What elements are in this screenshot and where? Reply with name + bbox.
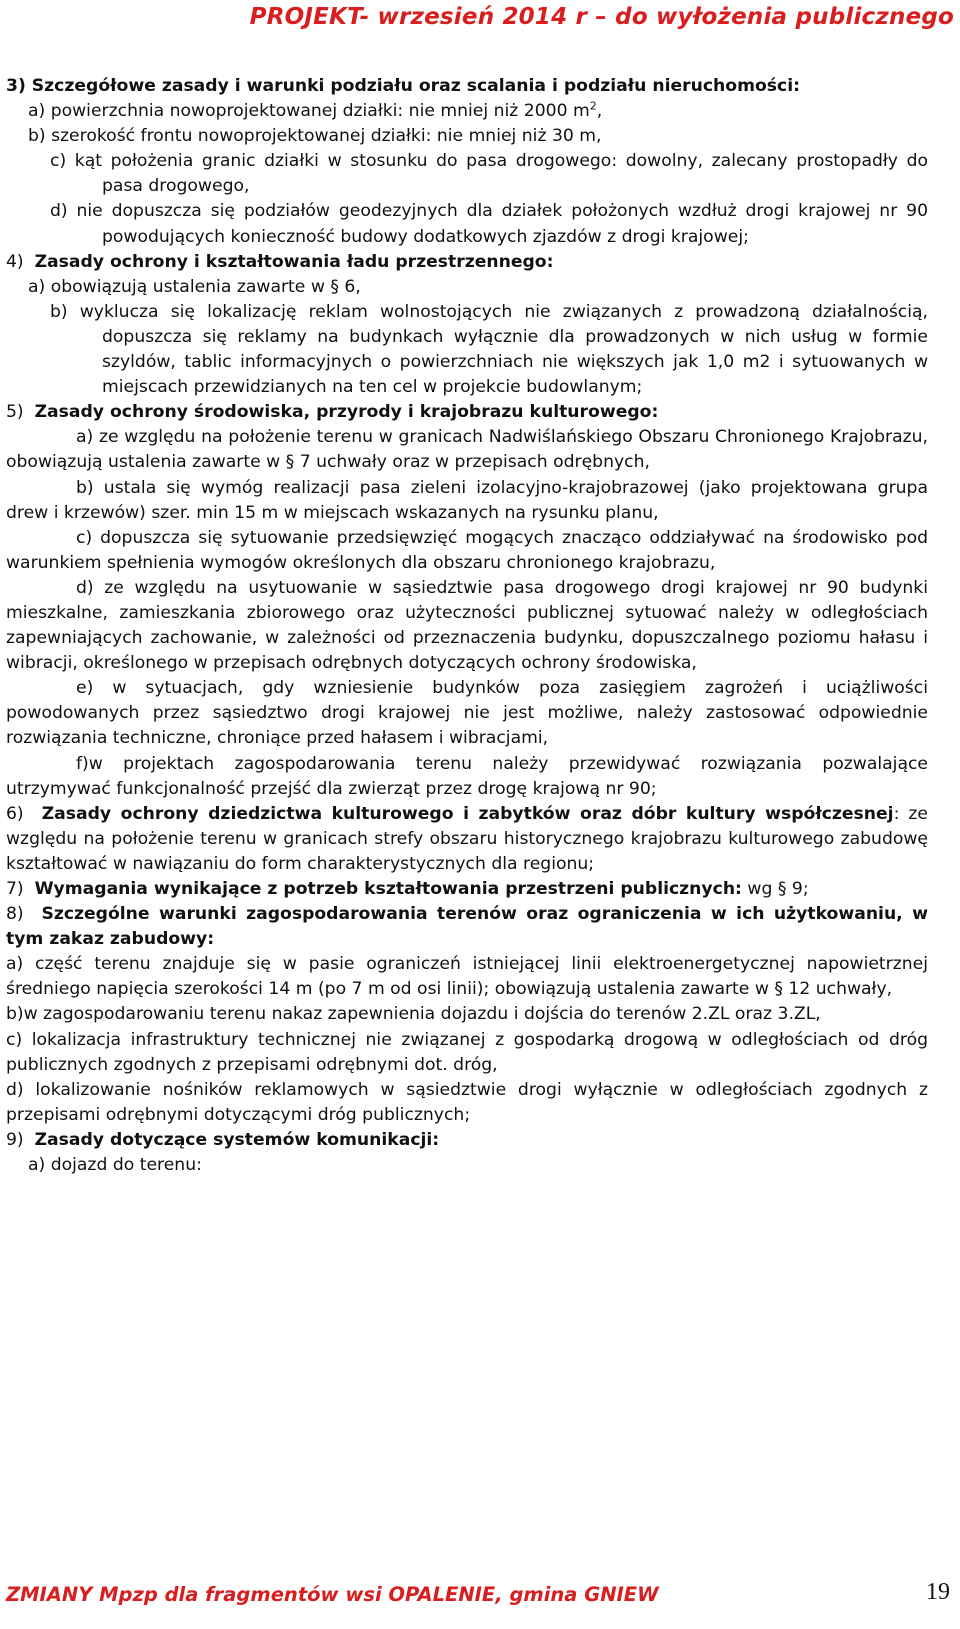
section-8-item-d: d) lokalizowanie nośników reklamowych w sąsiedztwie drogi wyłącznie w odległościach zgodnych z przepisami odrębnymi dotyczącymi dróg publicznych; (6, 1079, 928, 1125)
page-number: 19 (926, 1579, 950, 1605)
section-5-item-e: e) w sytuacjach, gdy wzniesienie budynków poza zasięgiem zagrożeń i uciążliwości powodowanych przez sąsiedztwo drogi krajowej nie jest możliwe, należy zastosować odpowiednie rozwiązania techniczne, chroniące przed hałasem i wibracjami, (6, 678, 928, 749)
section-number: 6) (6, 803, 24, 824)
document-footer: ZMIANY Mpzp dla fragmentów wsi OPALENIE, gmina GNIEW (6, 1583, 659, 1606)
section-title: Wymagania wynikające z potrzeb kształtowania przestrzeni publicznych: (34, 879, 742, 899)
section-number: 9) (6, 1129, 24, 1150)
section-8-item-a: a) część terenu znajduje się w pasie ograniczeń istniejącej linii elektroenergetycznej napowietrznej średniego napięcia szerokości 14 m (po 7 m od osi linii); obowiązują ustalenia zawarte w § 12 uchwały, (6, 954, 928, 1000)
item-text-end: , (596, 101, 603, 122)
section-number: 5) (6, 402, 24, 423)
section-5-item-b: b) ustala się wymóg realizacji pasa zieleni izolacyjno-krajobrazowej (jako projektowana grupa drew i krzewów) szer. min 15 m w miejscach wskazanych na rysunku planu, (6, 477, 928, 523)
section-text: wg § 9; (741, 879, 809, 899)
section-5-item-d: d) ze względu na usytuowanie w sąsiedztwie pasa drogowego drogi krajowej nr 90 budynki mieszkalne, zamieszkania zbiorowego oraz użyteczności publicznej sytuować należy w odległościach zapewniających zachowanie, w zależności od przeznaczenia budynku, dopuszczalnego poziomu hałasu i wibracji, określonego w przepisach odrębnych dotyczących ochrony środowiska, (6, 577, 928, 674)
section-3-item-d: d) nie dopuszcza się podziałów geodezyjnych dla działek położonych wzdłuż drogi krajowej nr 90 powodujących konieczność budowy dodatkowych zjazdów z drogi krajowej; (50, 201, 928, 247)
section-6 (6, 802, 928, 877)
section-8-item-b: b)w zagospodarowaniu terenu nakaz zapewnienia dojazdu i dojścia do terenów 2.ZL oraz 3.ZL, (6, 1004, 821, 1025)
section-9-item-a: a) dojazd do terenu: (28, 1155, 202, 1176)
section-title: Zasady ochrony dziedzictwa kulturowego i zabytków oraz dóbr kultury współczesnej (41, 803, 894, 824)
section-3-item-c: c) kąt położenia granic działki w stosunku do pasa drogowego: dowolny, zalecany prostopadły do pasa drogowego, (50, 151, 928, 197)
section-5-item-f: f)w projektach zagospodarowania terenu należy przewidywać rozwiązania pozwalające utrzymywać funkcjonalność przejść dla zwierząt przez drogę krajową nr 90; (6, 753, 928, 799)
superscript: 2 (589, 99, 597, 113)
section-8-heading (6, 902, 928, 952)
section-4-item-b: b) wyklucza się lokalizację reklam wolnostojących nie związanych z prowadzoną działalnością, dopuszcza się reklamy na budynkach wyłącznie dla prowadzonych w nich usług w formie szyldów, tablic informacyjnych o powierzchniach nie większych jak 1,0 m2 i sytuowanych w miejscach przewidzianych na ten cel w projekcie budowlanym; (50, 301, 928, 398)
section-4-heading (6, 250, 928, 275)
section-8-item-c: c) lokalizacja infrastruktury technicznej nie związanej z gospodarką drogową w odległościach od dróg publicznych zgodnych z przepisami odrębnymi dot. dróg, (6, 1029, 928, 1075)
section-text: : ze względu na położenie terenu w granicach strefy obszaru historycznego krajobrazu kulturowego zabudowę kształtować w nawiązaniu do form charakterystycznych dla regionu; (6, 803, 928, 874)
section-number: 7) (6, 879, 24, 899)
section-title: Zasady dotyczące systemów komunikacji: (34, 1129, 440, 1150)
section-9-heading (6, 1128, 928, 1153)
section-3-item-b: b) szerokość frontu nowoprojektowanej działki: nie mniej niż 30 m, (28, 126, 602, 147)
section-7 (6, 877, 928, 902)
section-number: 4) (6, 251, 24, 272)
section-3-item-a (6, 99, 928, 124)
section-title: Szczególne warunki zagospodarowania terenów oraz ograniczenia w ich użytkowaniu, w tym zakaz zabudowy: (6, 904, 928, 950)
item-text: a) powierzchnia nowoprojektowanej działki: nie mniej niż 2000 m (28, 101, 590, 122)
section-title: Zasady ochrony i kształtowania ładu przestrzennego: (34, 251, 554, 272)
section-number: 8) (6, 904, 24, 925)
section-5-item-a: a) ze względu na położenie terenu w granicach Nadwiślańskiego Obszaru Chronionego Krajobrazu, obowiązują ustalenia zawarte w § 7 uchwały oraz w przepisach odrębnych, (6, 427, 928, 473)
section-5-item-c: c) dopuszcza się sytuowanie przedsięwzięć mogących znacząco oddziaływać na środowisko pod warunkiem spełnienia wymogów określonych dla obszaru chronionego krajobrazu, (6, 527, 928, 573)
document-body (6, 74, 928, 1178)
section-5-heading (6, 400, 928, 425)
section-4-item-a: a) obowiązują ustalenia zawarte w § 6, (28, 276, 361, 297)
document-header: PROJEKT- wrzesień 2014 r – do wyłożenia publicznego (249, 4, 954, 30)
section-3-heading: 3) Szczegółowe zasady i warunki podziału oraz scalania i podziału nieruchomości: (6, 76, 800, 96)
section-title: Zasady ochrony środowiska, przyrody i krajobrazu kulturowego: (34, 402, 659, 423)
